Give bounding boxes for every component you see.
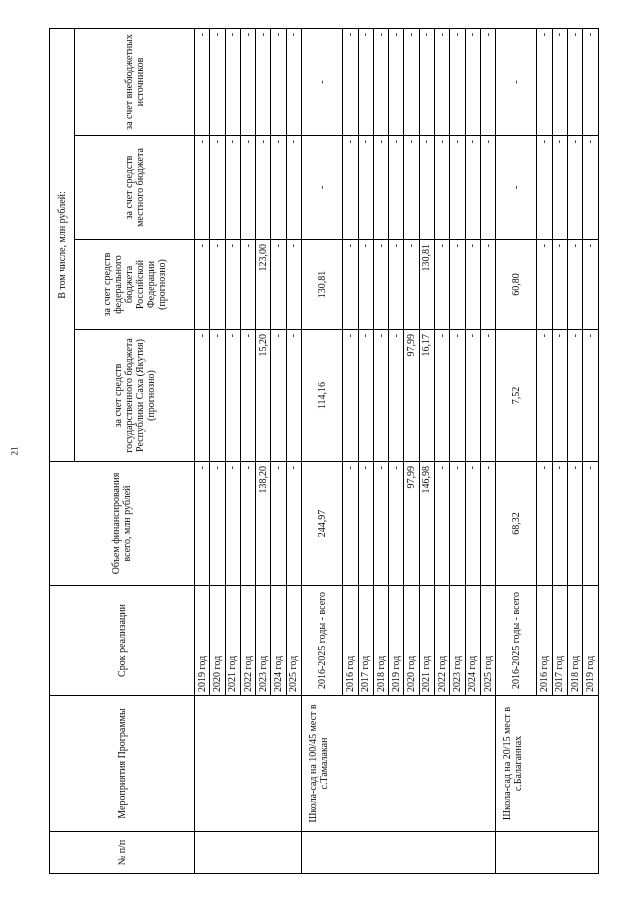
period-cell: 2021 год — [419, 586, 434, 696]
value-cell: - — [225, 240, 240, 330]
event-name-cell: Школа-сад на 20/15 мест в с.Балаганнах — [496, 696, 599, 832]
value-cell: - — [435, 28, 450, 135]
num-cell-empty — [195, 832, 302, 874]
event-name-cell: Школа-сад на 100/45 мест в с.Тамалакан — [302, 696, 496, 832]
value-cell: - — [358, 28, 373, 135]
value-cell: 97,99 — [404, 462, 419, 586]
value-cell: - — [286, 462, 301, 586]
value-cell: - — [496, 28, 537, 135]
value-cell: - — [389, 28, 404, 135]
value-cell: - — [343, 136, 358, 240]
value-cell: - — [286, 240, 301, 330]
value-cell: - — [450, 330, 465, 462]
value-cell: - — [302, 136, 343, 240]
value-cell: - — [552, 462, 567, 586]
value-cell: - — [537, 240, 552, 330]
value-cell: - — [373, 330, 388, 462]
period-cell: 2016 год — [343, 586, 358, 696]
table-row — [195, 28, 210, 873]
value-cell: - — [210, 28, 225, 135]
value-cell: - — [552, 240, 567, 330]
value-cell: - — [225, 330, 240, 462]
period-cell: 2024 год — [465, 586, 480, 696]
value-cell: - — [240, 240, 255, 330]
value-cell: - — [465, 28, 480, 135]
value-cell: - — [435, 136, 450, 240]
value-cell: - — [583, 28, 599, 135]
period-total-cell: 2016-2025 годы - всего — [496, 586, 537, 696]
value-cell: - — [225, 28, 240, 135]
value-cell: 97,99 — [404, 330, 419, 462]
period-cell: 2018 год — [568, 586, 583, 696]
value-cell: 130,81 — [302, 240, 343, 330]
value-cell: - — [358, 136, 373, 240]
table-row-total — [302, 28, 343, 873]
value-cell: - — [240, 28, 255, 135]
value-cell: - — [210, 240, 225, 330]
value-cell: 60,80 — [496, 240, 537, 330]
period-cell: 2023 год — [450, 586, 465, 696]
value-cell: - — [256, 136, 271, 240]
header-num: № п/п — [50, 832, 195, 874]
value-cell: 123,00 — [256, 240, 271, 330]
value-cell: - — [480, 462, 495, 586]
period-cell: 2023 год — [256, 586, 271, 696]
header-event: Мероприятия Программы — [50, 696, 195, 832]
value-cell: - — [404, 240, 419, 330]
period-total-cell: 2016-2025 годы - всего — [302, 586, 343, 696]
value-cell: - — [552, 28, 567, 135]
value-cell: - — [271, 136, 286, 240]
value-cell: - — [450, 462, 465, 586]
period-cell: 2017 год — [358, 586, 373, 696]
value-cell: 16,17 — [419, 330, 434, 462]
value-cell: - — [389, 462, 404, 586]
header-volume: Объем финансирования всего, млн рублей — [50, 462, 195, 586]
value-cell: - — [568, 240, 583, 330]
value-cell: - — [286, 330, 301, 462]
value-cell: - — [195, 28, 210, 135]
value-cell: - — [373, 462, 388, 586]
value-cell: - — [568, 136, 583, 240]
value-cell: - — [343, 462, 358, 586]
value-cell: - — [568, 28, 583, 135]
value-cell: - — [286, 28, 301, 135]
header-row-top — [50, 28, 75, 873]
value-cell: - — [568, 462, 583, 586]
period-cell: 2020 год — [404, 586, 419, 696]
value-cell: 7,52 — [496, 330, 537, 462]
period-cell: 2016 год — [537, 586, 552, 696]
value-cell: - — [450, 240, 465, 330]
value-cell: - — [240, 462, 255, 586]
value-cell: - — [271, 240, 286, 330]
header-state-budget: за счет средств государственного бюджета Республики Саха (Якутия) (прогнозно) — [75, 330, 195, 462]
value-cell: - — [210, 136, 225, 240]
value-cell: - — [465, 462, 480, 586]
value-cell: - — [373, 28, 388, 135]
value-cell: - — [240, 136, 255, 240]
header-extra-budget: за счет внебюджетных источников — [75, 28, 195, 135]
header-local-budget: за счет средств местного бюджета — [75, 136, 195, 240]
value-cell: - — [537, 330, 552, 462]
funding-table — [49, 28, 599, 874]
value-cell: - — [450, 136, 465, 240]
value-cell: 68,32 — [496, 462, 537, 586]
value-cell: - — [373, 136, 388, 240]
value-cell: - — [465, 240, 480, 330]
value-cell: - — [271, 28, 286, 135]
value-cell: - — [480, 28, 495, 135]
value-cell: - — [465, 330, 480, 462]
num-cell-empty — [496, 832, 599, 874]
event-cell-empty — [195, 696, 302, 832]
period-cell: 2021 год — [225, 586, 240, 696]
period-cell: 2019 год — [195, 586, 210, 696]
num-cell-empty — [302, 832, 496, 874]
period-cell: 2019 год — [583, 586, 599, 696]
value-cell: 146,98 — [419, 462, 434, 586]
landscape-table-wrapper — [49, 29, 599, 874]
value-cell: - — [480, 240, 495, 330]
table-body — [195, 28, 599, 873]
value-cell: - — [537, 136, 552, 240]
value-cell: - — [389, 240, 404, 330]
value-cell: - — [419, 136, 434, 240]
period-cell: 2025 год — [480, 586, 495, 696]
value-cell: - — [302, 28, 343, 135]
value-cell: 114,16 — [302, 330, 343, 462]
value-cell: - — [537, 28, 552, 135]
period-cell: 2022 год — [435, 586, 450, 696]
value-cell: - — [552, 330, 567, 462]
value-cell: - — [496, 136, 537, 240]
value-cell: - — [389, 136, 404, 240]
value-cell: - — [389, 330, 404, 462]
table-row-total — [496, 28, 537, 873]
value-cell: 138,20 — [256, 462, 271, 586]
value-cell: - — [435, 330, 450, 462]
period-cell: 2020 год — [210, 586, 225, 696]
value-cell: - — [552, 136, 567, 240]
value-cell: - — [480, 330, 495, 462]
value-cell: - — [568, 330, 583, 462]
value-cell: 244,97 — [302, 462, 343, 586]
value-cell: - — [404, 28, 419, 135]
value-cell: - — [450, 28, 465, 135]
value-cell: - — [343, 28, 358, 135]
value-cell: - — [195, 462, 210, 586]
value-cell: - — [240, 330, 255, 462]
header-period: Срок реализации — [50, 586, 195, 696]
header-including: В том числе, млн рублей: — [50, 28, 75, 461]
period-cell: 2022 год — [240, 586, 255, 696]
value-cell: - — [583, 136, 599, 240]
value-cell: - — [343, 240, 358, 330]
value-cell: 130,81 — [419, 240, 434, 330]
value-cell: - — [271, 330, 286, 462]
value-cell: - — [210, 330, 225, 462]
header-federal-budget: за счет средств федерального бюджета Российской Федерации (прогнозно) — [75, 240, 195, 330]
value-cell: - — [583, 462, 599, 586]
value-cell: - — [435, 240, 450, 330]
value-cell: - — [583, 330, 599, 462]
value-cell: - — [537, 462, 552, 586]
value-cell: - — [583, 240, 599, 330]
value-cell: - — [195, 136, 210, 240]
value-cell: - — [343, 330, 358, 462]
value-cell: - — [225, 462, 240, 586]
period-cell: 2024 год — [271, 586, 286, 696]
rotated-table-area — [49, 29, 599, 874]
value-cell: - — [358, 462, 373, 586]
value-cell: - — [419, 28, 434, 135]
value-cell: - — [195, 330, 210, 462]
value-cell: - — [195, 240, 210, 330]
value-cell: - — [225, 136, 240, 240]
period-cell: 2018 год — [373, 586, 388, 696]
value-cell: 15,20 — [256, 330, 271, 462]
value-cell: - — [210, 462, 225, 586]
period-cell: 2017 год — [552, 586, 567, 696]
value-cell: - — [480, 136, 495, 240]
period-cell: 2019 год — [389, 586, 404, 696]
value-cell: - — [373, 240, 388, 330]
period-cell: 2025 год — [286, 586, 301, 696]
value-cell: - — [435, 462, 450, 586]
value-cell: - — [271, 462, 286, 586]
value-cell: - — [465, 136, 480, 240]
value-cell: - — [256, 28, 271, 135]
value-cell: - — [358, 240, 373, 330]
value-cell: - — [404, 136, 419, 240]
value-cell: - — [286, 136, 301, 240]
page-number: 21 — [9, 446, 20, 456]
value-cell: - — [358, 330, 373, 462]
